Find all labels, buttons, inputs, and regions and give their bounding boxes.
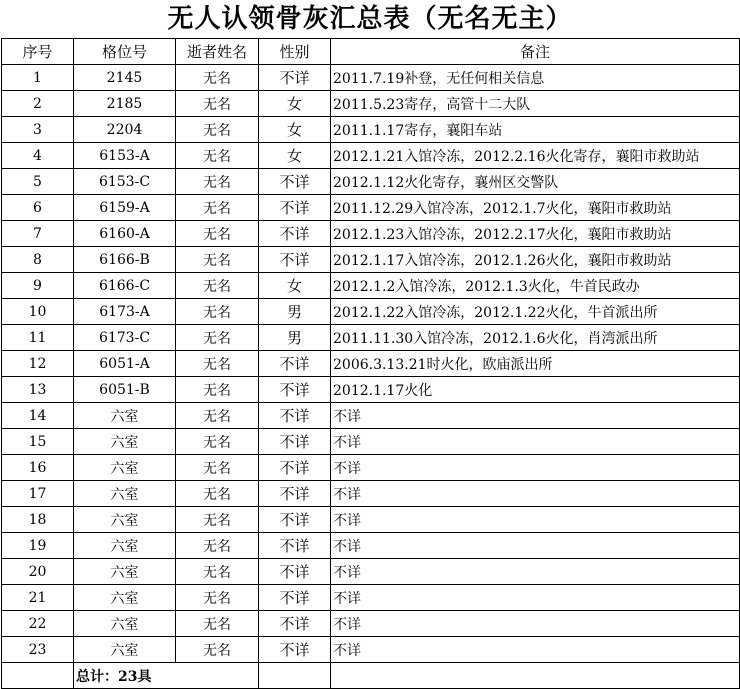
- header-note: 备注: [331, 39, 740, 65]
- cell-note: 不详: [331, 559, 740, 585]
- cell-name: 无名: [176, 637, 259, 663]
- cell-gender: 不详: [259, 403, 331, 429]
- header-name: 逝者姓名: [176, 39, 259, 65]
- cell-no: 13: [2, 377, 74, 403]
- cell-name: 无名: [176, 585, 259, 611]
- cell-gender: 女: [259, 273, 331, 299]
- table-row: [2, 377, 740, 403]
- cell-note: 不详: [331, 481, 740, 507]
- cell-slot: 6153-A: [74, 143, 176, 169]
- cell-no: 5: [2, 169, 74, 195]
- cell-slot: 6166-C: [74, 273, 176, 299]
- cell-note: 2011.11.30入馆冷冻，2012.1.6火化，肖湾派出所: [331, 325, 740, 351]
- cell-name: 无名: [176, 559, 259, 585]
- cell-slot: 2145: [74, 65, 176, 91]
- table-row: [2, 637, 740, 663]
- cell-name: 无名: [176, 377, 259, 403]
- cell-gender: 女: [259, 91, 331, 117]
- cell-gender: 不详: [259, 195, 331, 221]
- cell-note: 2011.12.29入馆冷冻，2012.1.7火化，襄阳市救助站: [331, 195, 740, 221]
- cell-gender: 不详: [259, 429, 331, 455]
- cell-note: 2011.5.23寄存，高管十二大队: [331, 91, 740, 117]
- table-row: [2, 195, 740, 221]
- cell-gender: 不详: [259, 351, 331, 377]
- cell-gender: 女: [259, 117, 331, 143]
- cell-note: 不详: [331, 507, 740, 533]
- cell-slot: 6159-A: [74, 195, 176, 221]
- cell-slot: 六室: [74, 507, 176, 533]
- cell-note: 2012.1.17火化: [331, 377, 740, 403]
- cell-name: 无名: [176, 169, 259, 195]
- cell-name: 无名: [176, 273, 259, 299]
- cell-no: 8: [2, 247, 74, 273]
- cell-gender: 男: [259, 325, 331, 351]
- table-row: [2, 117, 740, 143]
- cell-no: 22: [2, 611, 74, 637]
- cell-no: 17: [2, 481, 74, 507]
- cell-gender: 不详: [259, 559, 331, 585]
- cell-slot: 六室: [74, 403, 176, 429]
- cell-note: 不详: [331, 637, 740, 663]
- cell-name: 无名: [176, 221, 259, 247]
- cell-note: 不详: [331, 403, 740, 429]
- cell-slot: 6173-A: [74, 299, 176, 325]
- cell-name: 无名: [176, 247, 259, 273]
- table-row: [2, 429, 740, 455]
- cell-slot: 6160-A: [74, 221, 176, 247]
- cell-gender: 不详: [259, 481, 331, 507]
- cell-gender: 不详: [259, 455, 331, 481]
- table-row: [2, 611, 740, 637]
- cell-name: 无名: [176, 299, 259, 325]
- cell-slot: 六室: [74, 429, 176, 455]
- cell-note: 不详: [331, 429, 740, 455]
- cell-slot: 2185: [74, 91, 176, 117]
- cell-gender: 不详: [259, 221, 331, 247]
- table-row: [2, 247, 740, 273]
- cell-note: 2011.1.17寄存，襄阳车站: [331, 117, 740, 143]
- cell-gender: 男: [259, 299, 331, 325]
- table-row: [2, 273, 740, 299]
- cell-name: 无名: [176, 455, 259, 481]
- table-row: [2, 481, 740, 507]
- page-title: 无人认领骨灰汇总表（无名无主）: [167, 4, 573, 34]
- cell-no: 3: [2, 117, 74, 143]
- cell-note: 不详: [331, 585, 740, 611]
- cell-slot: 六室: [74, 585, 176, 611]
- cell-note: 2012.1.12火化寄存，襄州区交警队: [331, 169, 740, 195]
- cell-no: 4: [2, 143, 74, 169]
- cell-slot: 六室: [74, 533, 176, 559]
- cell-slot: 六室: [74, 481, 176, 507]
- table-row: [2, 455, 740, 481]
- cell-note: 2012.1.17入馆冷冻，2012.1.26火化，襄阳市救助站: [331, 247, 740, 273]
- cell-name: 无名: [176, 195, 259, 221]
- cell-gender: 不详: [259, 533, 331, 559]
- cell-no: 1: [2, 65, 74, 91]
- cell-name: 无名: [176, 429, 259, 455]
- cell-name: 无名: [176, 533, 259, 559]
- cell-gender: 不详: [259, 585, 331, 611]
- cell-name: 无名: [176, 507, 259, 533]
- cell-name: 无名: [176, 91, 259, 117]
- cell-name: 无名: [176, 351, 259, 377]
- cell-name: 无名: [176, 325, 259, 351]
- table-row: [2, 91, 740, 117]
- cell-note: 2012.1.23入馆冷冻，2012.2.17火化，襄阳市救助站: [331, 221, 740, 247]
- cell-no: 12: [2, 351, 74, 377]
- cell-name: 无名: [176, 117, 259, 143]
- cell-gender: 不详: [259, 611, 331, 637]
- cell-note: 2011.7.19补登，无任何相关信息: [331, 65, 740, 91]
- cell-slot: 六室: [74, 637, 176, 663]
- cell-note: 不详: [331, 611, 740, 637]
- cell-no: 23: [2, 637, 74, 663]
- cell-gender: 不详: [259, 65, 331, 91]
- cell-gender: 不详: [259, 377, 331, 403]
- ashes-table: [1, 38, 740, 689]
- cell-no: 16: [2, 455, 74, 481]
- table-row: [2, 585, 740, 611]
- table-row: [2, 351, 740, 377]
- total-row: [2, 663, 740, 689]
- cell-no: 20: [2, 559, 74, 585]
- cell-gender: 女: [259, 143, 331, 169]
- cell-slot: 6153-C: [74, 169, 176, 195]
- table-row: [2, 143, 740, 169]
- table-row: [2, 325, 740, 351]
- cell-note: 2012.1.2入馆冷冻，2012.1.3火化，牛首民政办: [331, 273, 740, 299]
- cell-no: 15: [2, 429, 74, 455]
- cell-gender: 不详: [259, 507, 331, 533]
- cell-slot: 6051-B: [74, 377, 176, 403]
- cell-note: 不详: [331, 533, 740, 559]
- cell-note: 2012.1.21入馆冷冻，2012.2.16火化寄存，襄阳市救助站: [331, 143, 740, 169]
- table-row: [2, 221, 740, 247]
- cell-slot: 2204: [74, 117, 176, 143]
- cell-no: 21: [2, 585, 74, 611]
- cell-slot: 六室: [74, 611, 176, 637]
- cell-no: 6: [2, 195, 74, 221]
- cell-note: 2006.3.13.21时火化，欧庙派出所: [331, 351, 740, 377]
- cell-slot: 6173-C: [74, 325, 176, 351]
- table-row: [2, 169, 740, 195]
- header-gender: 性别: [259, 39, 331, 65]
- header-slot: 格位号: [74, 39, 176, 65]
- table-row: [2, 507, 740, 533]
- cell-gender: 不详: [259, 169, 331, 195]
- cell-no: 19: [2, 533, 74, 559]
- table-row: [2, 299, 740, 325]
- cell-no: 7: [2, 221, 74, 247]
- cell-no: 9: [2, 273, 74, 299]
- cell-note: 2012.1.22入馆冷冻，2012.1.22火化，牛首派出所: [331, 299, 740, 325]
- cell-slot: 6166-B: [74, 247, 176, 273]
- header-no: 序号: [2, 39, 74, 65]
- cell-no: 18: [2, 507, 74, 533]
- cell-name: 无名: [176, 143, 259, 169]
- cell-slot: 六室: [74, 559, 176, 585]
- cell-gender: 不详: [259, 247, 331, 273]
- cell-slot: 6051-A: [74, 351, 176, 377]
- table-row: [2, 65, 740, 91]
- cell-note: 不详: [331, 455, 740, 481]
- table-row: [2, 559, 740, 585]
- total-label: 总计：23具: [74, 663, 259, 689]
- cell-name: 无名: [176, 481, 259, 507]
- cell-gender: 不详: [259, 637, 331, 663]
- cell-no: 10: [2, 299, 74, 325]
- cell-no: 2: [2, 91, 74, 117]
- table-row: [2, 533, 740, 559]
- cell-no: 11: [2, 325, 74, 351]
- cell-slot: 六室: [74, 455, 176, 481]
- cell-name: 无名: [176, 403, 259, 429]
- table-row: [2, 403, 740, 429]
- header-row: [2, 39, 740, 65]
- cell-no: 14: [2, 403, 74, 429]
- cell-name: 无名: [176, 65, 259, 91]
- cell-name: 无名: [176, 611, 259, 637]
